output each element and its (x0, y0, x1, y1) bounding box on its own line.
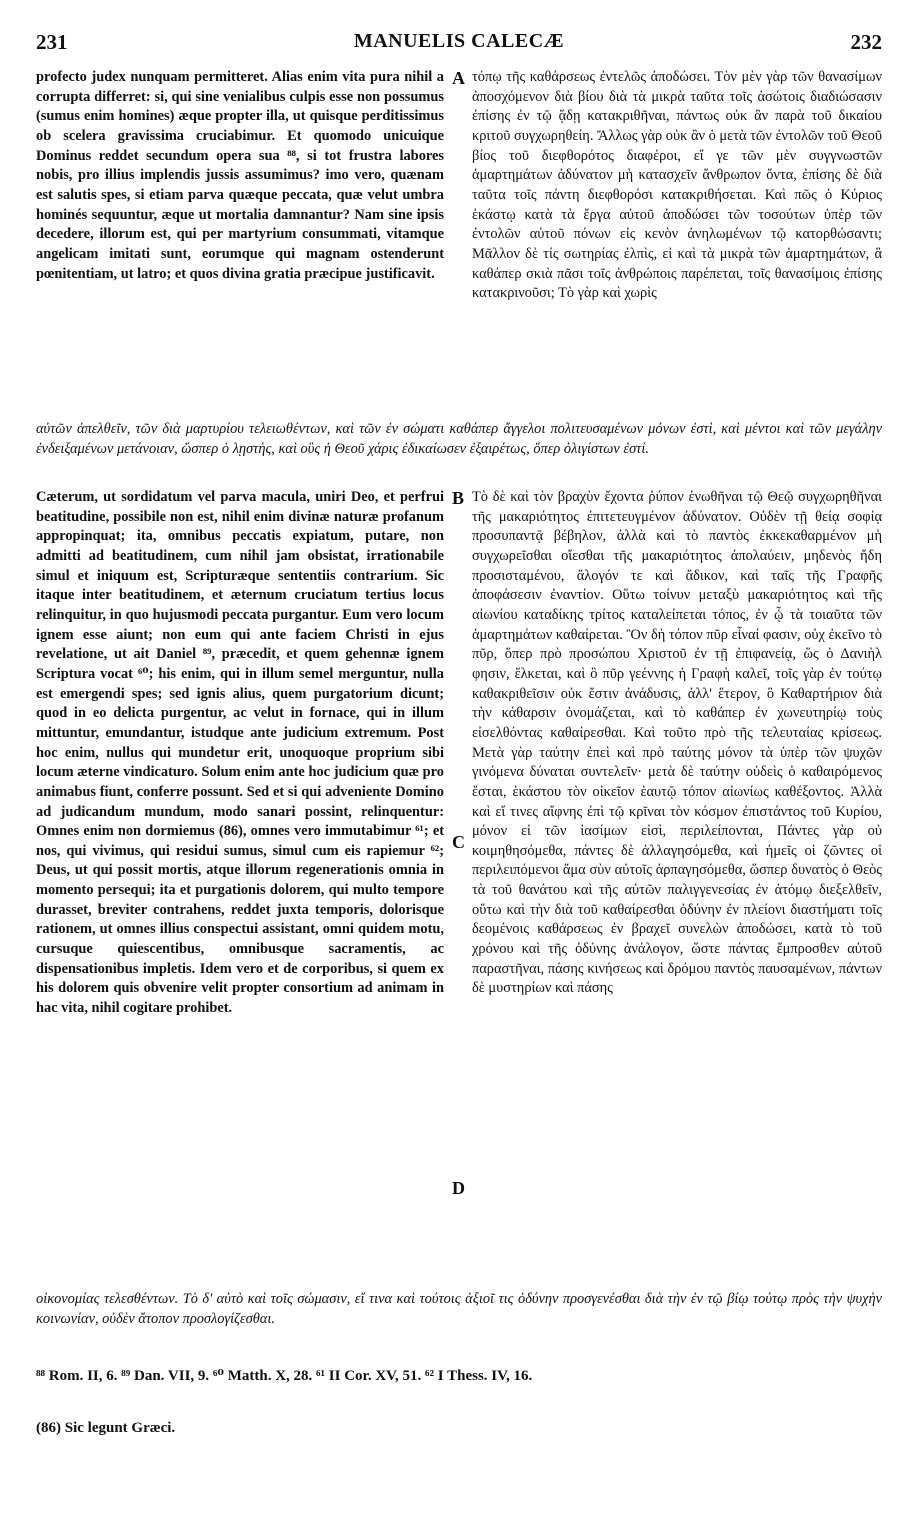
footnotes-references: ⁸⁸ Rom. II, 6. ⁸⁹ Dan. VII, 9. ⁶⁰ Matth. X, 28. ⁶¹ II Cor. XV, 51. ⁶² I Thess. IV, 16. (36, 1368, 533, 1384)
latin-column-block1 (36, 68, 444, 422)
running-title: MANUELIS CALECÆ (353, 30, 565, 52)
section-marker-d: D (452, 1178, 465, 1198)
footnote-note: (86) Sic legunt Græci. (36, 1420, 176, 1436)
latin-paragraph: profecto judex nunquam permitteret. Alias enim vita pura nihil a corrupta differret: si, qui sine venialibus culpis esse non possumus (sumus enim homines) æque propter illa, ut quisque perditissimus ob scelera gravissima cruciabimur. Et quomodo unicuique Dominus reddet secundum opera sua ⁸⁸, si tot frustra labores nobis, pro illius implendis jussis assumimus? imo vero, quænam est salutis spes, si etiam parva quæque peccata, quæ velut umbra hominés sequuntur, æque ut mortalia damnantur? Nam sine ipsis decedere, illorum est, qui per martyrium consummati, vitamque angelicam imitati sunt, eorumque qui magnam ostenderunt pœnitentiam, ut latro; et quos divina gratia præcipue justificavit. (36, 69, 444, 282)
greek-paragraph: τόπῳ τῆς καθάρσεως ἐντελῶς ἀποδώσει. Τὸν μὲν γὰρ τῶν θανασίμων ἀποσχόμενον διὰ βίου διὰ τὰ μικρὰ ταῦτα τοῖς ἀσώτοις διαδιώσασιν ἐπίσης ἐν τῷ ᾅδῃ κατακριθῆναι, πάντως οὐκ ἂν παρὰ τοῦ δικαίου κριτοῦ συγχωρηθείη. Ἄλλως γὰρ οὐκ ἂν ὁ μετὰ τῶν ἐντολῶν τοῦ Θεοῦ βίος τοῦ διεφθορότος διαφέροι, εἴ γε τῶν μὲν συγγνωστῶν ἁμαρτημάτων ἀδύνατον μὴ κατασχεῖν ἄνθρωπον ὄντα, ἐπίσης δὲ διὰ ταῦτα τοῖς πάντη διεφθορόσι κατακριθήσεται. Καὶ πῶς ὁ Κύριος ἑκάστῳ κατὰ τὰ ἔργα αὐτοῦ ἀποδώσει τῶν τοσούτων ὑπὲρ τῶν ἐντολῶν αὐτοῦ πόνων εἰς κενὸν ἀνηλωμένων τῷ κατορθώσαντι; Μᾶλλον δὲ τίς σωτηρίας ἐλπὶς, εἰ καὶ τὰ μικρὰ τῶν ἁμαρτημάτων, ἃ καθάπερ σκιὰ πᾶσι τοῖς ἀνθρώποις παρέπεται, τοῖς θανασίμοις ἐπίσης κατακρινοῦσι; Τὸ γὰρ καὶ χωρὶς (472, 69, 882, 302)
greek-bridge-text-2: οἰκονομίας τελεσθέντων. Τὸ δ' αὐτὸ καὶ τοῖς σώμασιν, εἴ τινα καὶ τούτοις ἀξιοῖ τις ὀδύνην προσγενέσθαι διὰ τὴν ἐν τῷ βίῳ τούτῳ πρὸς τὴν ψυχὴν κοινωνίαν, οὐδὲν ἄτοπον προσλογίζεσθαι. (36, 1291, 882, 1327)
page-header (36, 30, 882, 64)
greek-paragraph: Τὸ δὲ καὶ τὸν βραχὺν ἔχοντα ῥύπον ἑνωθῆναι τῷ Θεῷ συγχωρηθῆναι τῆς μακαριότητος ἐπιτετευγμένον ἀδύνατον. Οὐδὲν τῇ θείᾳ σοφίᾳ προσυπαντᾷ βέβηλον, ἀλλὰ καὶ τὸ παντὸς ἐκκεκαθαρμένον μὴ συγχωρεῖσθαι οἴεσθαι τῆς μακαριότητος ἀπολαύειν, μηδενὸς ἤδη προσισταμένου, ἄλογόν τε καὶ ἄδικον, καὶ ταῖς τῆς Γραφῆς ἀποφάσεσιν ἐναντίον. Οὕτω τοίνυν μεταξὺ μακαριότητος καὶ τῆς αἰωνίου καταδίκης τρίτος καταλείπεται τόπος, ἐν ᾧ τὰ τοιαῦτα τῶν ἁμαρτημάτων καθαίρεται. Ὃν δὴ τόπον πῦρ εἶναί φασιν, οὐχ ἐκεῖνο τὸ πῦρ, ὅπερ πρὸ προσώπου Χριστοῦ ἐν τῇ ἐπιφανείᾳ, ὥς ὁ Δανιὴλ φησιν, ἕλκεται, καὶ ὃ πῦρ γεέννης ἡ Γραφὴ καλεῖ, τοῖς γὰρ ἐν τούτῳ καθακριθεῖσιν οὐκ ἔστιν ἀνάδυσις, ἀλλ' ἕτερον, ὃ Καθαρτήριον διὰ τὴν κάθαρσιν ὀνομάζεται, καὶ τὸ καθάπερ ἐν χωνευτηρίῳ τοὺς εἰσελθόντας καθαίρεσθαι. Καὶ τοῦτο πρὸ τῆς τελευταίας κρίσεως. Μετὰ γὰρ ταύτην ἐπεὶ καὶ πρὸ ταύτης μόνον τὰ ὑπὲρ τῶν ψυχῶν γινόμενα δύναται συντελεῖν· μετὰ δὲ ταύτην οὐδεὶς ὁ καθαιρόμενος ἔσται, ἑκάστου τὸν οἰκεῖον ἑαυτῷ τόπον αἰωνίως καθέξοντος. Ἀλλὰ καὶ εἴ τινες αἴφνης ἐπὶ τῷ κρῖναι τὸν κόσμον ἐπιστάντος τοῦ Κυρίου, μόνον εἰ τῶν ἰασίμων εἰσὶ, περιλείπονται, Πάντες γὰρ οὐ κοιμηθησόμεθα, πάντες δὲ ἀλλαγησόμεθα, καὶ ἡμεῖς οἱ ζῶντες οἱ περιλειπόμενοι ἅμα σὺν αὐτοῖς ἁρπαγησόμεθα, ὥσπερ δυνατὸς ὁ Θεὸς τὰ τοῦ θανάτου καὶ τῆς αὐτῶν παλιγγενεσίας ἐν ἀτόμῳ διεξελθεῖν, οὕτω καὶ τὴν διὰ τοῦ καθαίρεσθαι ὀδύνην ἐν πλείονι διαστήματι τοῖς δεομένοις καθάρσεως ἐν βραχεῖ συνελὼν ἀποδώσει, κατὰ τὸ τοῦ χρόνου καὶ τῆς ὀδύνης ἀνάλογον, ὥστε πάντας ἔμπροσθεν αὐτοῦ παραστῆναι, πάσης κινήσεως καὶ δρόμου παντὸς παυσαμένων, πάντων δὲ μυστηρίων καὶ πάσης (472, 489, 882, 997)
latin-paragraph: Cæterum, ut sordidatum vel parva macula, uniri Deo, et perfrui beatitudine, possibile non est, nihil enim divinæ naturæ profanum appropinquat; ita, omnibus peccatis expiatum, putare, non admitti ad beatitudinem, cum nihil jam obsistat, irrationabile simul et iniquum est, Scripturæque sententiis contrarium. Sic itaque inter beatitudinem, et æternum cruciatum tertius locus relinquitur, in quo hujusmodi peccata purgantur. Eum vero locum ignem esse aiunt; non eum qui ante faciem Christi in ejus revelatione, ut ait Daniel ⁸⁹, præcedit, et quem gehennæ ignem Scriptura vocat ⁶⁰; his enim, qui in illum semel merguntur, nulla est emergendi spes; sed ignis alius, quem purgatorium dicunt; quod in eo delicta purgentur, ac velut in fornace, qui in illum mittuntur, emundantur, istudque ante judicium extremum. Post hoc enim, nullus qui mundetur erit, unoquoque proprium sibi locum æterne vindicaturo. Solum enim ante hoc judicium quæ pro animabus fiunt, conferre possunt. Sed et si qui adveniente Domino ad judicandum mundum, modo sanari possint, relinquentur: Omnes enim non dormiemus (86), omnes vero immutabimur ⁶¹; et nos, qui vivimus, qui residui sumus, simul cum eis rapiemur ⁶²; Deus, ut qui possit mortis, atque illorum regenerationis omnia in momento persequi; ita et purgationis dolorem, qui multo tempore durasset, breviter contrahens, reddet juxta temporis, dolorisque rationem, ut omnes illius conspectui assistant, omni quidem motu, cursuque quiescentibus, omnibusque sacramentis, ac dispensationibus impletis. Idem vero et de corporibus, si quem ex his dolorem quis obvenire velit propter consortium ad animam in hac vita, nihil cogitare prohibet. (36, 489, 444, 1017)
section-marker-c: C (452, 832, 465, 852)
greek-bridge-text-1: αὐτῶν ἀπελθεῖν, τῶν διὰ μαρτυρίου τελειωθέντων, καὶ τῶν ἐν σώματι καθάπερ ἄγγελοι πολιτευσαμένων μόνων ἐστὶ, καὶ μέντοι καὶ τῶν μεγάλην ἐνδειξαμένων μετάνοιαν, ὥσπερ ὁ λῃστὴς, καὶ οὓς ἡ Θεοῦ χάρις ἐδικαίωσεν ἐξαιρέτως, ὅπερ ὀλιγίστων ἐστί. (36, 421, 882, 457)
latin-column-block2 (36, 488, 444, 1288)
greek-column-block1 (472, 68, 882, 422)
section-marker-b: B (452, 488, 465, 508)
page-number-right: 232 (850, 30, 882, 54)
section-marker-a: A (452, 68, 465, 88)
page-number-left: 231 (36, 30, 68, 54)
greek-column-block2 (472, 488, 882, 1288)
